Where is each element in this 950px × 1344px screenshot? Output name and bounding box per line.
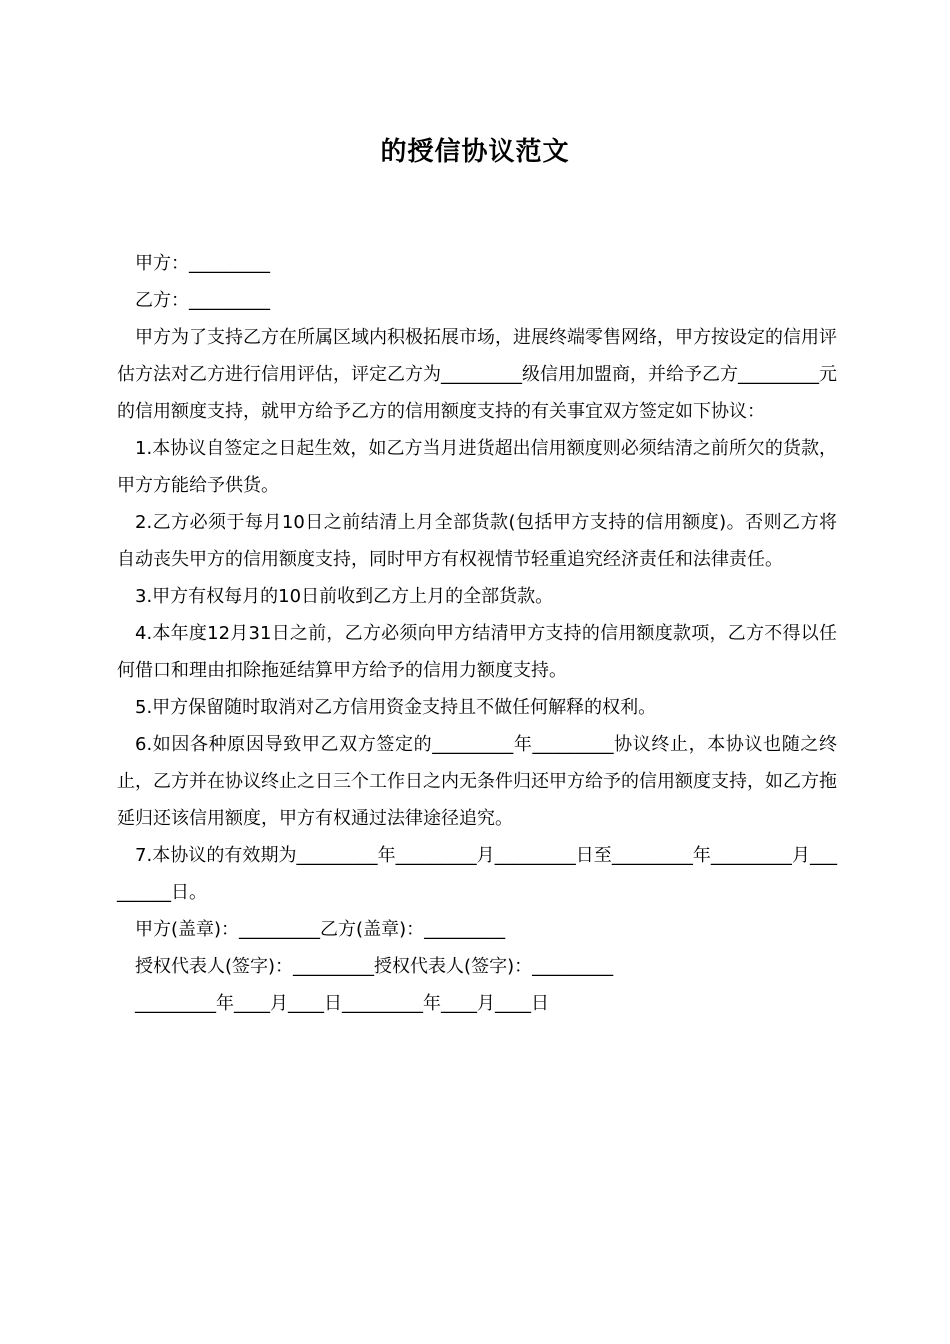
- clause-2: 2.乙方必须于每月10日之前结清上月全部货款(包括甲方支持的信用额度)。否则乙方将自动丧失甲方的信用额度支持，同时甲方有权视情节轻重追究经济责任和法律责任。: [117, 512, 837, 570]
- clause-1: 1.本协议自签定之日起生效，如乙方当月进货超出信用额度则必须结清之前所欠的货款，甲方方能给予供货。: [117, 438, 837, 496]
- clause-3: 3.甲方有权每月的10日前收到乙方上月的全部货款。: [135, 586, 554, 607]
- party-a-line: 甲方：_________: [135, 253, 270, 274]
- clause-7: 7.本协议的有效期为_________年_________月_________日至_________年_________月_________日。: [117, 845, 837, 903]
- preamble-paragraph: 甲方为了支持乙方在所属区域内积极拓展市场，进展终端零售网络，甲方按设定的信用评估方法对乙方进行信用评估，评定乙方为_________级信用加盟商，并给予乙方_________元的信用额度支持，就甲方给予乙方的信用额度支持的有关事宜双方签定如下协议：: [117, 327, 837, 422]
- clause-5: 5.甲方保留随时取消对乙方信用资金支持且不做任何解释的权利。: [135, 697, 657, 718]
- date-line: _________年____月____日_________年____月____日: [135, 993, 549, 1014]
- document-title: 的授信协议范文: [380, 137, 570, 167]
- clause-4: 4.本年度12月31日之前，乙方必须向甲方结清甲方支持的信用额度款项，乙方不得以任何借口和理由扣除拖延结算甲方给予的信用力额度支持。: [117, 623, 837, 681]
- party-b-line: 乙方：_________: [135, 290, 270, 311]
- clause-6: 6.如因各种原因导致甲乙双方签定的_________年_________协议终止，本协议也随之终止，乙方并在协议终止之日三个工作日之内无条件归还甲方给予的信用额度支持，如乙方拖延归还该信用额度，甲方有权通过法律途径追究。: [117, 734, 837, 829]
- seal-line: 甲方(盖章)：_________乙方(盖章)：_________: [135, 919, 506, 940]
- document-body: [117, 245, 837, 1022]
- signature-line: 授权代表人(签字)：_________授权代表人(签字)：_________: [135, 956, 614, 977]
